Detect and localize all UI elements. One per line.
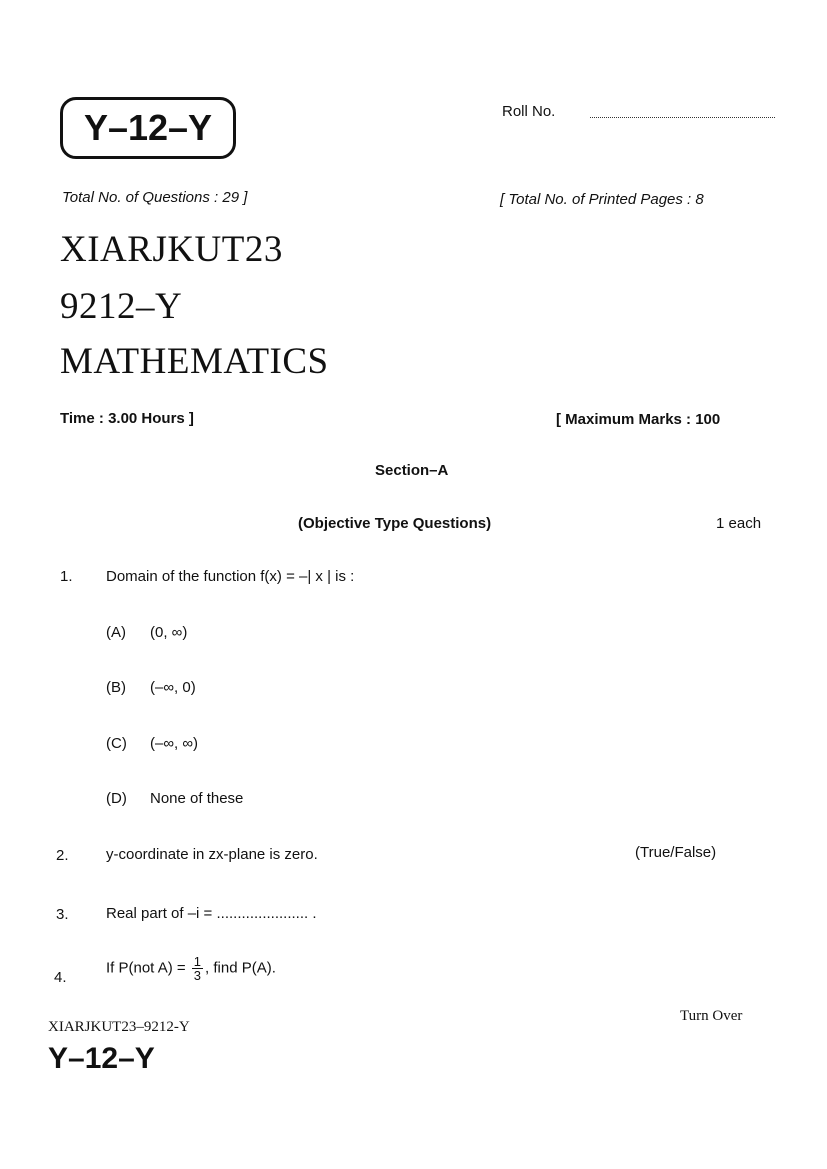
true-false-note: (True/False) xyxy=(635,844,717,861)
option-b xyxy=(106,679,196,696)
option-label: (A) xyxy=(106,624,126,641)
question-text: Real part of –i = ...................... . xyxy=(106,905,317,922)
option-label: (D) xyxy=(106,790,127,807)
option-c xyxy=(106,735,198,752)
option-a xyxy=(106,624,187,641)
question-number: 3. xyxy=(56,906,69,923)
section-heading: Section–A xyxy=(375,462,449,479)
paper-number: 9212–Y xyxy=(60,286,183,327)
option-text: (–∞, 0) xyxy=(150,679,196,696)
question-number: 2. xyxy=(56,847,69,864)
roll-no-label: Roll No. xyxy=(502,103,556,120)
total-pages: [ Total No. of Printed Pages : 8 xyxy=(500,191,704,208)
footer-code: XIARJKUT23–9212-Y xyxy=(48,1019,190,1035)
fraction xyxy=(192,955,203,982)
code-line: XIARJKUT23 xyxy=(60,229,283,270)
time-info: Time : 3.00 Hours ] xyxy=(60,410,194,427)
fraction-numerator: 1 xyxy=(193,954,202,969)
question-text xyxy=(106,955,276,982)
question-number: 4. xyxy=(54,969,67,986)
question-text-before: If P(not A) = xyxy=(106,959,186,977)
question-text-after: , find P(A). xyxy=(205,959,276,977)
option-text: None of these xyxy=(150,790,244,807)
section-subtitle: (Objective Type Questions) xyxy=(298,515,492,532)
subject-title: MATHEMATICS xyxy=(60,341,329,382)
footer-paper-code: Y–12–Y xyxy=(48,1042,155,1075)
option-label: (B) xyxy=(106,679,126,696)
paper-code-box: Y–12–Y xyxy=(60,97,236,159)
option-d xyxy=(106,790,243,807)
option-text: (0, ∞) xyxy=(150,624,188,641)
roll-no-field[interactable] xyxy=(590,117,775,118)
option-text: (–∞, ∞) xyxy=(150,735,199,752)
section-marks: 1 each xyxy=(716,515,762,532)
question-number: 1. xyxy=(60,568,73,585)
max-marks: [ Maximum Marks : 100 xyxy=(556,411,721,428)
total-questions: Total No. of Questions : 29 ] xyxy=(62,189,248,206)
question-text: Domain of the function f(x) = –| x | is : xyxy=(106,568,355,585)
turn-over: Turn Over xyxy=(680,1008,743,1024)
question-text: y-coordinate in zx-plane is zero. xyxy=(106,846,318,863)
option-label: (C) xyxy=(106,735,127,752)
fraction-denominator: 3 xyxy=(193,968,202,983)
